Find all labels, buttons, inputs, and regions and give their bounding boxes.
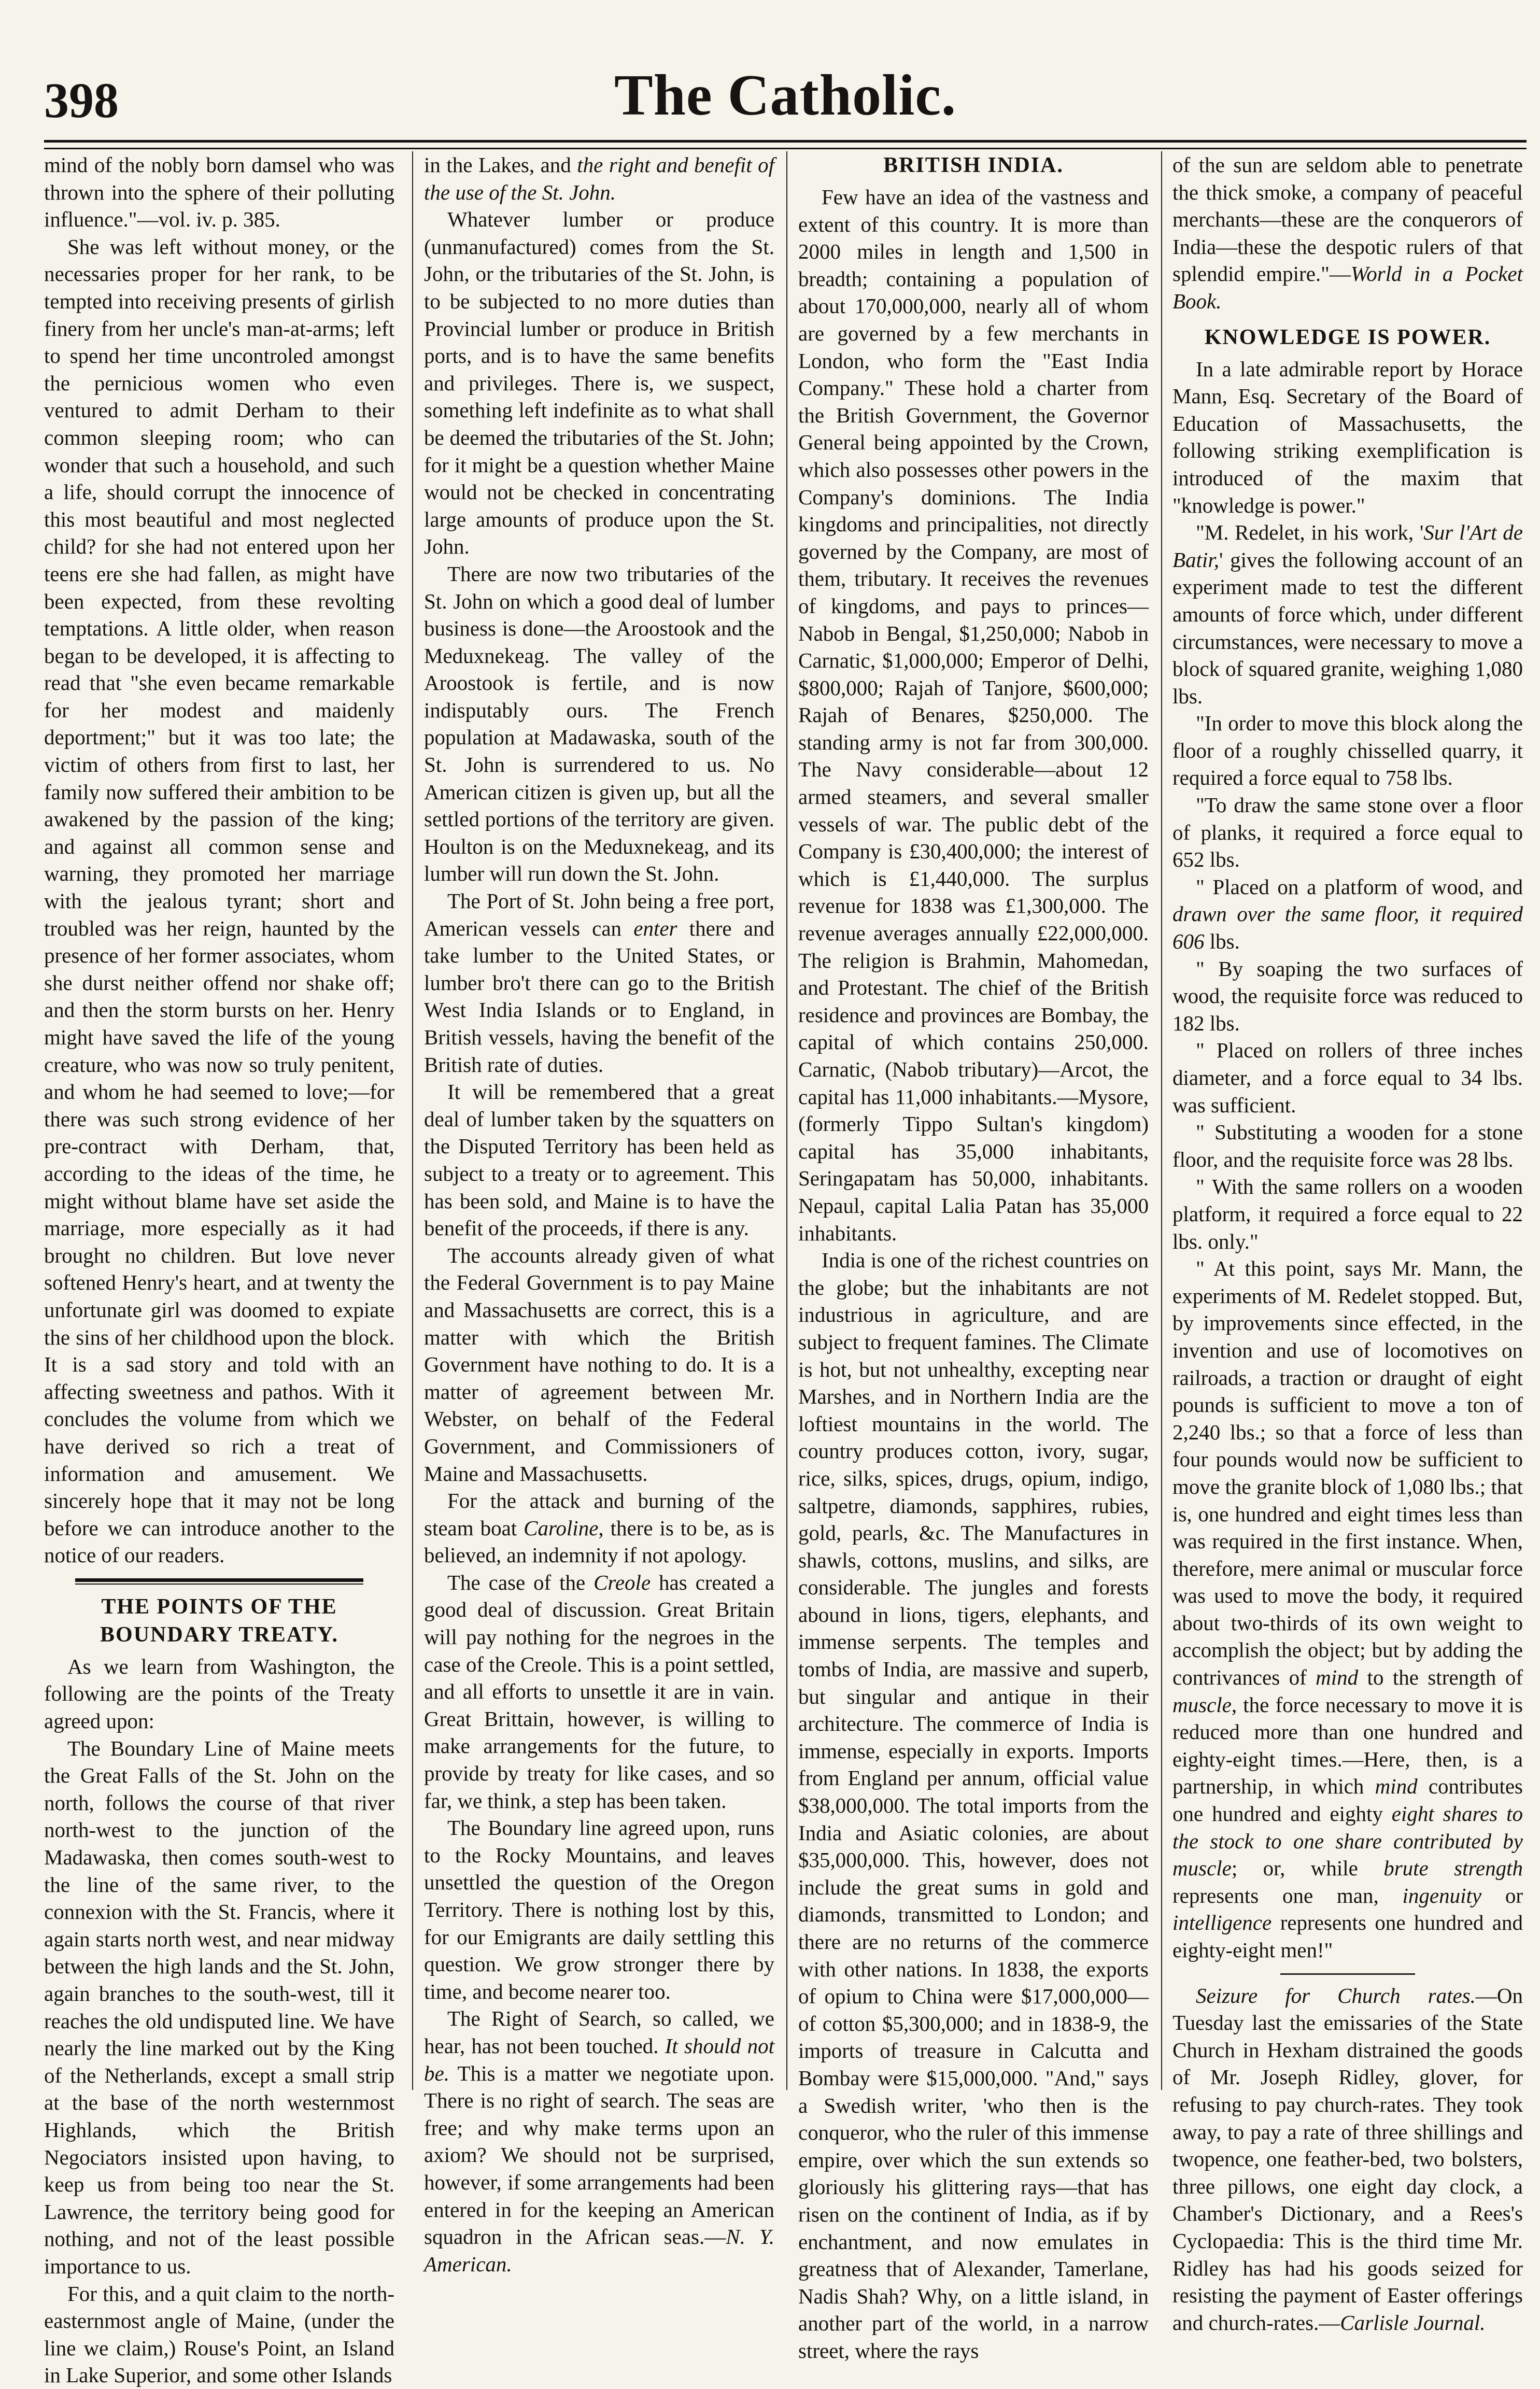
source-credit: Carlisle Journal. (1340, 2310, 1486, 2335)
paragraph (424, 2005, 774, 2278)
paragraph: Whatever lumber or produce (unmanufactured) comes from the St. John, or the tributaries of the St. John, is to be subjected to no more duties than Provincial lumber or produce in British ports, and is to have the same benefits and privileges. There is, we suspect, something left indefinite as to what shall be deemed the tributaries of the St. John; for it might be a question whether Maine would not be checked in concentrating large amounts of produce upon the St. John. (424, 207, 774, 559)
text-run: in the Lakes, and (424, 153, 577, 177)
paragraph: In a late admirable report by Horace Mann, Esq. Secretary of the Board of Education of Massachusetts, the following striking exemplification is introduced of the maxim that "knowledge is power." (1172, 357, 1523, 517)
paragraph: Few have an idea of the vastness and extent of this country. It is more than 2000 miles in length and 1,500 in breadth; containing a population of about 170,000,000, nearly all of whom are governed by a few merchants in London, who form the "East India Company." These hold a charter from the British Government, the Governor General being appointed by the Crown, which also possesses other powers in the Company's dominions. The India kingdoms and principalities, not directly governed by the Company, are most of them, tributary. It receives the revenues of kingdoms, and pays to princes—Nabob in Bengal, $1,250,000; Nabob in Carnatic, $1,000,000; Emperor of Delhi, $800,000; Rajah of Tanjore, $600,000; Rajah of Benares, $250,000. The standing army is not far from 300,000. The Navy considerable—about 12 armed steamers, and several smaller vessels of war. The public debt of the Company is £30,400,000; the interest of which is £1,440,000. The surplus revenue for 1838 was £1,300,000. The revenue averages annually £22,000,000. The religion is Brahmin, Mahomedan, and Protestant. The chief of the British residence and provinces are Bombay, the capital of which contains 250,000. Carnatic, (Nabob tributary)—Arcot, the capital has 11,000 inhabitants.—Mysore, (formerly Tippo Sultan's kingdom) capital has 35,000 inhabitants, Seringapatam has 50,000, inhabitants. Nepaul, capital Lalia Patan has 35,000 inhabitants. (798, 185, 1149, 1245)
paragraph: The accounts already given of what the Federal Government is to pay Maine and Massachusetts are correct, this is a matter with which the British Government have nothing to do. It is a matter of agreement between Mr. Webster, on behalf of the Federal Government, and Commissioners of Maine and Massachusetts. (424, 1243, 774, 1486)
text-run: This is a matter we negotiate upon. There is no right of search. The seas are free; and why make terms upon an axiom? We should not be surprised, however, if some arrangements had been entered in for the keeping an American squadron in the African seas.— (424, 2061, 774, 2249)
paragraph: "To draw the same stone over a floor of planks, it required a force equal to 652 lbs. (1172, 793, 1523, 872)
italic-text: enter (633, 916, 677, 940)
text-run: there and take lumber to the United States, or lumber bro't there can go to the British West India Islands or to England, in British vessels, having the benefit of the British rate of duties. (424, 916, 775, 1077)
text-run: , there is to be, as is believed, an indemnity if not apology. (424, 1516, 774, 1567)
italic-text: the right and benefit of the use of the St. John. (424, 153, 774, 204)
text-run: ' gives the following account of an experiment made to test the different amounts of force which, under different circumstances, were necessary to move a block of squared granite, weighing 1,080 lbs. (1172, 547, 1523, 708)
text-run: represents one hundred and eighty-eight men!" (1172, 1911, 1523, 1962)
text-run: —On Tuesday last the emissaries of the State Church in Hexham distrained the goods of Mr. Joseph Ridley, glover, for refusing to pay church-rates. They took away, to pay a rate of three shillings and twopence, one feather-bed, two bolsters, three pillows, one eight day clock, a Chamber's Dictionary, and a Rees's Cyclopaedia: This is the third time Mr. Ridley has had his goods seized for resisting the payment of Easter offerings and church-rates.— (1172, 1983, 1523, 2335)
article-heading-british-india: BRITISH INDIA. (883, 153, 1064, 177)
italic-text: Sur l'Art de Batir, (1172, 520, 1523, 572)
paragraph: " Placed on rollers of three inches diameter, and a force equal to 34 lbs. was sufficient. (1172, 1038, 1523, 1117)
paragraph: There are now two tributaries of the St. John on which a good deal of lumber business is done—the Aroostook and the Meduxnekeag. The valley of the Aroostook is fertile, and is now indisputably ours. The French population at Madawaska, south of the St. John is surrendered to us. No American citizen is given up, but all the settled portions of the territory are given. Houlton is on the Meduxnekeag, and its lumber will run down the St. John. (424, 561, 774, 886)
column-rule (412, 151, 413, 2090)
paragraph: " Substituting a wooden for a stone floor, and the requisite force was 28 lbs. (1172, 1120, 1523, 1171)
column-rule (786, 151, 787, 2090)
italic-text: Caroline (524, 1516, 599, 1540)
paragraph: The Boundary line agreed upon, runs to the Rocky Mountains, and leaves unsettled the question of the Oregon Territory. There is nothing lost by this, for our Emigrants are daily settling this question. We grow stronger there by time, and become nearer too. (424, 1816, 774, 2003)
italic-text: ingenuity (1402, 1883, 1482, 1907)
italic-text: intelligence (1172, 1911, 1272, 1935)
paragraph: India is one of the richest countries on the globe; but the inhabitants are not industrious in agriculture, and are subject to frequent famines. The Climate is hot, but not unhealthy, excepting near Marshes, and in Northern India are the loftiest mountains in the world. The country produces cotton, ivory, sugar, rice, silks, spices, drugs, opium, indigo, saltpetre, diamonds, sapphires, rubies, gold, pearls, &c. The Manufactures in shawls, cottons, muslins, and silks, are considerable. The jungles and forests abound in lions, tigers, elephants, and immense serpents. The temples and tombs of India, are massive and superb, but singular and antique in their architecture. The commerce of India is immense, especially in exports. Imports from England per annum, official value $38,000,000. The total imports from the India and Asiatic colonies, are about $35,000,000. This, however, does not include the great sums in gold and diamonds, transmitted to London; and there are no returns of the commerce with other nations. In 1838, the exports of opium to China were $17,000,000—of cotton $5,300,000; and in 1838-9, the imports of treasure in Calcutta and Bombay were $15,000,000. "And," says a Swedish writer, 'who then is the conqueror, who the ruler of this immense empire, over which the sun extends so gloriously his glittering rays—that has risen on the continent of India, as if by enchantment, and now emulates in greatness that of Alexander, Tamerlane, Nadis Shah? Why, on a little island, in another part of the world, in a narrow street, where the rays (798, 1248, 1149, 2363)
section-divider (1280, 1973, 1415, 1975)
masthead-title: The Catholic. (614, 63, 957, 128)
paragraph: She was left without money, or the necessaries proper for her rank, to be tempted into receiving presents of girlish finery from her uncle's man-at-arms; left to spend her time uncontroled amongst the pernicious women who even ventured to admit Derham to their common sleeping room; who can wonder that such a household, and such a life, should corrupt the innocence of this most beautiful and most neglected child? for she had not entered upon her teens ere she had fallen, as might have been expected, from these revolting temptations. A little older, when reason began to be developed, it is affecting to read that "she even became remarkable for her modest and maidenly deportment;" but it was too late; the victim of others from first to last, her family now suffered their ambition to be awakened by the passion of the king; and against all common sense and warning, they promoted her marriage with the jealous tyrant; short and troubled was her reign, haunted by the presence of her former associates, whom she durst neither offend nor shake off; and then the storm bursts on her. Henry might have saved the life of the young creature, who was now so truly penitent, and whom he had seemed to love;—for there was such strong evidence of her pre-contract with Derham, that, according to the ideas of the time, he might without blame have set aside the marriage, more especially as it had brought no children. But love never softened Henry's heart, and at twenty the unfortunate girl was doomed to expiate the sins of her childhood upon the block. It is a sad story and told with an affecting sweetness and pathos. With it concludes the volume from which we have derived so rich a treat of information and amusement. We sincerely hope that it may not be long before we can introduce another to the notice of our readers. (44, 234, 394, 1567)
paragraph: "In order to move this block along the floor of a roughly chisselled quarry, it required a force equal to 758 lbs. (1172, 711, 1523, 790)
italic-text: It should not be. (424, 2033, 774, 2085)
text-run: , the force necessary to move it is reduced more than one hundred and eighty-eight times.—Here, then, is a partnership, in which (1172, 1692, 1523, 1799)
paragraph (1172, 1255, 1523, 1963)
italic-text: mind (1375, 1774, 1418, 1799)
italic-text: muscle (1172, 1692, 1232, 1717)
source-credit: World in a Pocket Book. (1172, 262, 1523, 313)
paragraph (424, 887, 774, 1078)
italic-text: Seizure for Church rates. (1196, 1983, 1476, 2008)
text-run: "M. Redelet, in his work, ' (1196, 520, 1424, 545)
paragraph: As we learn from Washington, the following are the points of the Treaty agreed upon: (44, 1654, 394, 1733)
paragraph (424, 1487, 774, 1569)
text-run: contributes one hundred and eighty (1172, 1774, 1523, 1826)
text-run: has created a good deal of discussion. Great Britain will pay nothing for the negroes in the case of the Creole. This is a point settled, and all efforts to unsettle it are in vain. Great Brittain, however, is willing to make arrangements for the future, to provide by treaty for like cases, and so far, we think, a step has been taken. (424, 1570, 774, 1813)
paragraph (424, 1569, 774, 1814)
italic-text: brute strength (1383, 1856, 1523, 1881)
text-run: ; or, while (1231, 1856, 1384, 1881)
text-run: " At this point, says Mr. Mann, the experiments of M. Redelet stopped. But, by improvements since effected, in the invention and use of locomotives on railroads, a traction or draught of eight pounds is sufficient to move a ton of 2,240 lbs.; so that a force of less than four pounds would now be sufficient to move the granite block of 1,080 lbs.; that is, one hundred and eight times less than was required in the first instance. When, therefore, mere animal or muscular force was used to move the body, it required about two-thirds of its own weight to accomplish the object; but by adding the contrivances of (1172, 1256, 1523, 1690)
paragraph (1172, 519, 1523, 710)
column-3 (798, 151, 1149, 2363)
text-run: The case of the (447, 1570, 594, 1594)
article-heading-knowledge-is-power: KNOWLEDGE IS POWER. (1204, 325, 1491, 349)
column-4 (1172, 151, 1523, 2335)
header-rule (44, 140, 1527, 149)
text-run: represents one man, (1172, 1883, 1403, 1907)
text-run: or (1481, 1883, 1523, 1907)
column-rule (1161, 151, 1162, 2090)
paragraph: mind of the nobly born damsel who was thrown into the sphere of their polluting influence."—vol. iv. p. 385. (44, 153, 394, 232)
source-credit: N. Y. American. (424, 2225, 774, 2276)
text-run: of the sun are seldom able to penetrate the thick smoke, a company of peaceful merchants—these are the conquerors of India—these the despotic rulers of that splendid empire."— (1172, 153, 1523, 286)
italic-text: eight shares to the stock to one share contributed by muscle (1172, 1802, 1523, 1881)
article-heading-boundary-treaty: THE POINTS OF THE BOUNDARY TREATY. (100, 1594, 338, 1647)
paragraph: The Boundary Line of Maine meets the Great Falls of the St. John on the north, follows the course of that river north-west to the junction of the Madawaska, then comes south-west to the line of the same river, to the connexion with the St. Francis, where it again starts north west, and near midway between the high lands and the St. John, again branches to the south-west, till it reaches the old undisputed line. We have nearly the line marked out by the King of the Netherlands, except a small strip at the base of the north westernmost Highlands, which the British Negociators insisted upon having, to keep us from being too near the St. Lawrence, the territory being good for nothing, and not of the least possible importance to us. (44, 1736, 394, 2278)
page-number: 398 (44, 73, 119, 128)
paragraph (1172, 873, 1523, 955)
text-run: " Placed on a platform of wood, and (1196, 874, 1523, 899)
column-2 (424, 151, 775, 2276)
italic-text: Creole (594, 1570, 651, 1594)
page-header (44, 62, 1527, 140)
column-1 (44, 151, 394, 2387)
paragraph: For this, and a quit claim to the north-easternmost angle of Maine, (under the line we claim,) Rouse's Point, an Island in Lake Superior, and some other Islands (44, 2281, 394, 2387)
section-divider (75, 1578, 363, 1585)
text-run: The Right of Search, so called, we hear, has not been touched. (424, 2006, 774, 2058)
paragraph: " With the same rollers on a wooden platform, it required a force equal to 22 lbs. only." (1172, 1175, 1523, 1253)
text-run: to the strength of (1358, 1665, 1523, 1690)
text-run: lbs. (1204, 929, 1240, 954)
text-run: The Port of St. John being a free port, American vessels can (424, 889, 774, 940)
paragraph: " By soaping the two surfaces of wood, the requisite force was reduced to 182 lbs. (1172, 956, 1523, 1035)
paragraph (424, 151, 774, 206)
italic-text: drawn over the same floor, it required 606 (1172, 902, 1523, 954)
paragraph (1172, 1982, 1523, 2337)
italic-text: mind (1316, 1665, 1359, 1690)
paragraph: It will be remembered that a great deal of lumber taken by the squatters on the Disputed Territory has been held as subject to a treaty or to agreement. This has been sold, and Maine is to have the benefit of the proceeds, if there is any. (424, 1080, 774, 1240)
paragraph (1172, 151, 1523, 315)
text-run: For the attack and burning of the steam boat (424, 1489, 774, 1540)
